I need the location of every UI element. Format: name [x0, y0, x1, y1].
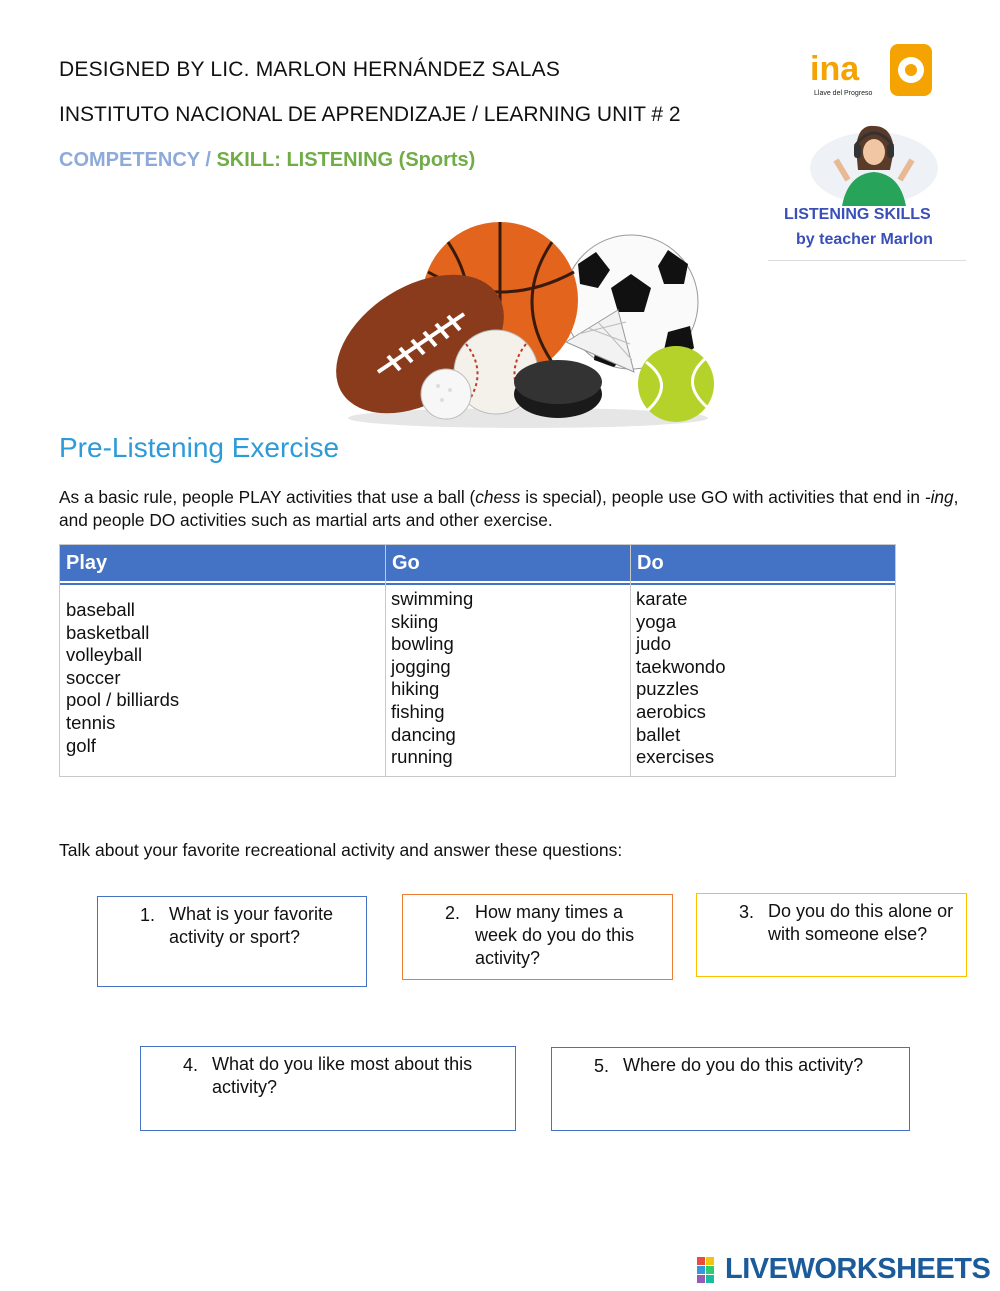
rule-ing: -ing	[924, 487, 954, 507]
play-go-do-table	[59, 544, 896, 777]
logo-text: ina	[810, 50, 860, 88]
teacher-credit: by teacher Marlon	[796, 231, 933, 248]
rule-part-2: is special), people use GO with activities that end in	[520, 487, 925, 507]
golf-ball-icon	[421, 369, 471, 419]
table-cell-item: dancing	[391, 723, 456, 745]
table-header-do: Do	[631, 545, 895, 581]
basic-rule-text	[59, 486, 959, 532]
skill-label: SKILL: LISTENING (Sports)	[216, 149, 476, 171]
tennis-ball-icon	[638, 346, 714, 422]
table-cell-item: aerobics	[636, 700, 706, 722]
question-number: 3.	[739, 902, 755, 922]
question-text: Where do you do this activity?	[623, 1055, 864, 1075]
institute-line: INSTITUTO NACIONAL DE APRENDIZAJE / LEARNING UNIT # 2	[59, 103, 681, 126]
question-number: 5.	[594, 1056, 610, 1076]
rule-chess: chess	[475, 487, 521, 507]
question-number: 1.	[140, 905, 156, 925]
header-underline	[631, 583, 895, 585]
designer-line: DESIGNED BY LIC. MARLON HERNÁNDEZ SALAS	[59, 58, 561, 81]
divider	[768, 260, 966, 261]
table-header-play: Play	[60, 545, 385, 581]
question-box-1[interactable]	[97, 896, 367, 987]
pre-listening-title: Pre-Listening Exercise	[59, 432, 340, 463]
table-cell-item: pool / billiards	[66, 689, 180, 711]
question-number: 2.	[445, 903, 461, 923]
table-cell-item: skiing	[391, 610, 439, 632]
sports-balls-image	[328, 222, 724, 432]
table-cell-item: running	[391, 746, 453, 768]
liveworksheets-brand: LIVEWORKSHEETS	[725, 1253, 991, 1285]
rule-part-3: , and people DO activities such as martial arts and other exercise.	[59, 487, 959, 530]
header-underline	[60, 583, 385, 585]
table-cell-item: basketball	[66, 621, 150, 643]
column-separator	[630, 545, 631, 776]
table-cell-item: bowling	[391, 633, 454, 655]
table-cell-item: taekwondo	[636, 655, 726, 677]
question-text: What do you like most about this activity?	[212, 1054, 473, 1097]
column-separator	[385, 545, 386, 776]
question-number: 4.	[183, 1055, 199, 1075]
liveworksheets-logo-icon	[697, 1257, 723, 1283]
listening-skills-title: LISTENING SKILLS	[784, 206, 931, 223]
table-cell-item: tennis	[66, 711, 116, 733]
header-underline	[386, 583, 630, 585]
table-cell-item: karate	[636, 588, 688, 609]
table-cell-item: swimming	[391, 588, 474, 609]
question-text: How many times a week do you do this activity?	[475, 902, 635, 968]
table-cell-item: hiking	[391, 678, 440, 700]
table-cell-item: ballet	[636, 723, 681, 745]
table-cell-item: fishing	[391, 700, 445, 722]
table-cell-item: golf	[66, 734, 96, 756]
separator: /	[205, 149, 211, 171]
question-box-5[interactable]	[551, 1047, 910, 1131]
skill-line	[59, 149, 475, 172]
question-box-2[interactable]	[402, 894, 673, 980]
headphones-girl-image	[808, 120, 940, 206]
table-cell-item: exercises	[636, 746, 715, 768]
go-column	[391, 588, 473, 769]
rule-part-1: As a basic rule, people PLAY activities that use a ball (	[59, 487, 476, 507]
competency-label: COMPETENCY	[59, 149, 200, 171]
table-cell-item: volleyball	[66, 644, 143, 666]
question-box-4[interactable]	[140, 1046, 516, 1131]
logo-tagline: Llave del Progreso	[814, 90, 873, 97]
do-column	[636, 588, 725, 769]
question-box-3[interactable]	[696, 893, 967, 977]
question-text: What is your favorite activity or sport?	[169, 904, 334, 947]
table-cell-item: baseball	[66, 599, 135, 620]
question-text: Do you do this alone or with someone else?	[768, 901, 954, 944]
table-cell-item: yoga	[636, 610, 677, 632]
talk-prompt: Talk about your favorite recreational activity and answer these questions:	[59, 840, 623, 860]
ina-logo	[808, 40, 936, 102]
table-cell-item: jogging	[391, 655, 451, 677]
hockey-puck-icon	[514, 360, 602, 418]
table-cell-item: puzzles	[636, 678, 699, 700]
table-cell-item: judo	[636, 633, 671, 655]
table-cell-item: soccer	[66, 666, 121, 688]
table-header-go: Go	[386, 545, 630, 581]
play-column	[66, 599, 179, 757]
